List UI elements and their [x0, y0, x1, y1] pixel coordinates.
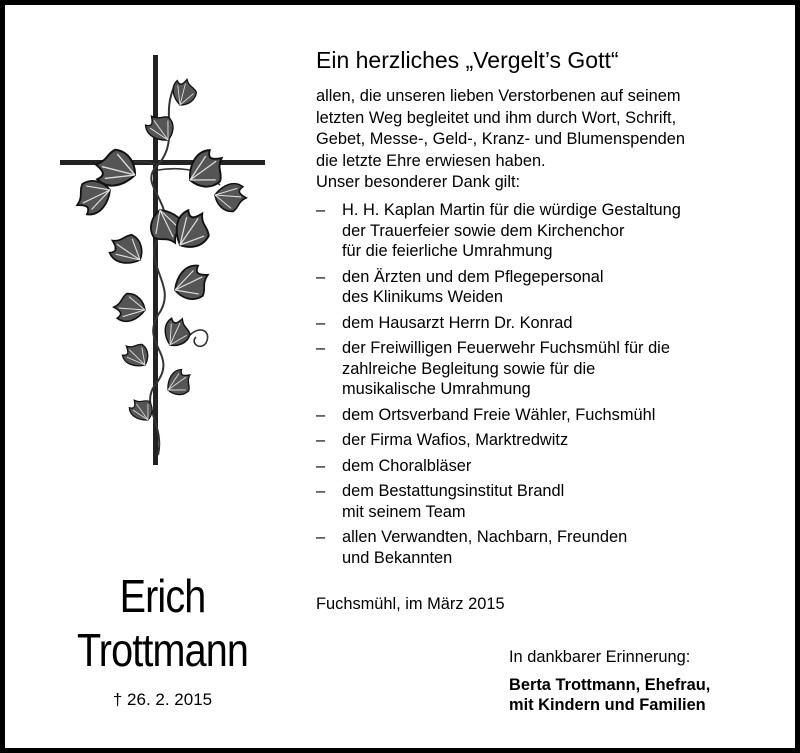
- list-item-line: der Firma Wafios, Marktredwitz: [342, 431, 569, 449]
- intro-line: Gebet, Messe-, Geld-, Kranz- und Blumenspenden: [316, 130, 685, 148]
- signer-line: Berta Trottmann, Ehefrau,: [509, 676, 711, 694]
- intro-line: die letzte Ehre erwiesen haben.: [316, 151, 546, 170]
- intro-line: allen, die unseren lieben Verstorbenen auf seinem: [316, 87, 681, 105]
- dash: –: [316, 201, 326, 219]
- intro-line: letzten Weg begleitet und ihm durch Wort, Schrift,: [316, 108, 677, 127]
- dash: –: [316, 528, 326, 546]
- list-item-line: des Klinikums Weiden: [342, 288, 503, 306]
- list-item-line: zahlreiche Begleitung sowie für die: [342, 359, 596, 378]
- list-item-line: dem Hausarzt Herrn Dr. Konrad: [342, 313, 573, 332]
- list-item-line: der Trauerfeier sowie dem Kirchenchor: [342, 221, 625, 240]
- dash: –: [316, 482, 326, 500]
- dash: –: [316, 313, 326, 332]
- list-item-line: für die feierliche Umrahmung: [342, 242, 553, 260]
- dash: –: [316, 267, 326, 286]
- list-item-line: dem Ortsverband Freie Wähler, Fuchsmühl: [342, 405, 656, 424]
- list-item-line: dem Bestattungsinstitut Brandl: [342, 482, 565, 500]
- signers: [509, 675, 710, 715]
- intro-text: [316, 86, 786, 194]
- list-item-line: den Ärzten und dem Pflegepersonal: [342, 267, 604, 286]
- deceased-last-name: Trottmann: [76, 624, 249, 676]
- list-item-line: mit seinem Team: [342, 502, 466, 521]
- list-item-line: und Bekannten: [342, 548, 453, 567]
- list-item: [316, 430, 786, 451]
- headline: Ein herzliches „Vergelt’s Gott“: [316, 47, 619, 73]
- list-item: [316, 200, 786, 262]
- dash: –: [316, 431, 326, 449]
- list-item: [316, 267, 786, 308]
- cross-icon: [40, 45, 280, 475]
- list-item: [316, 456, 786, 477]
- list-item-line: dem Choralbläser: [342, 456, 472, 475]
- intro-line: Unser besonderer Dank gilt:: [316, 173, 521, 191]
- signature-intro: In dankbarer Erinnerung:: [509, 648, 691, 666]
- dash: –: [316, 456, 326, 475]
- place-date: Fuchsmühl, im März 2015: [316, 595, 505, 613]
- dash: –: [316, 339, 326, 357]
- list-item: [316, 527, 786, 568]
- list-item: [316, 313, 786, 334]
- list-item-line: allen Verwandten, Nachbarn, Freunden: [342, 528, 628, 546]
- list-item: [316, 338, 786, 400]
- signer-line: mit Kindern und Familien: [509, 696, 706, 714]
- dash: –: [316, 405, 326, 424]
- list-item: [316, 481, 786, 522]
- deceased-first-name: Erich: [119, 570, 206, 622]
- thanks-list: [316, 200, 786, 573]
- list-item-line: H. H. Kaplan Martin für die würdige Gestaltung: [342, 201, 681, 219]
- death-date: † 26. 2. 2015: [112, 690, 213, 709]
- list-item-line: der Freiwilligen Feuerwehr Fuchsmühl für die: [342, 339, 670, 357]
- list-item: [316, 405, 786, 426]
- list-item-line: musikalische Umrahmung: [342, 380, 531, 398]
- cross-with-ivy-illustration: [40, 45, 280, 475]
